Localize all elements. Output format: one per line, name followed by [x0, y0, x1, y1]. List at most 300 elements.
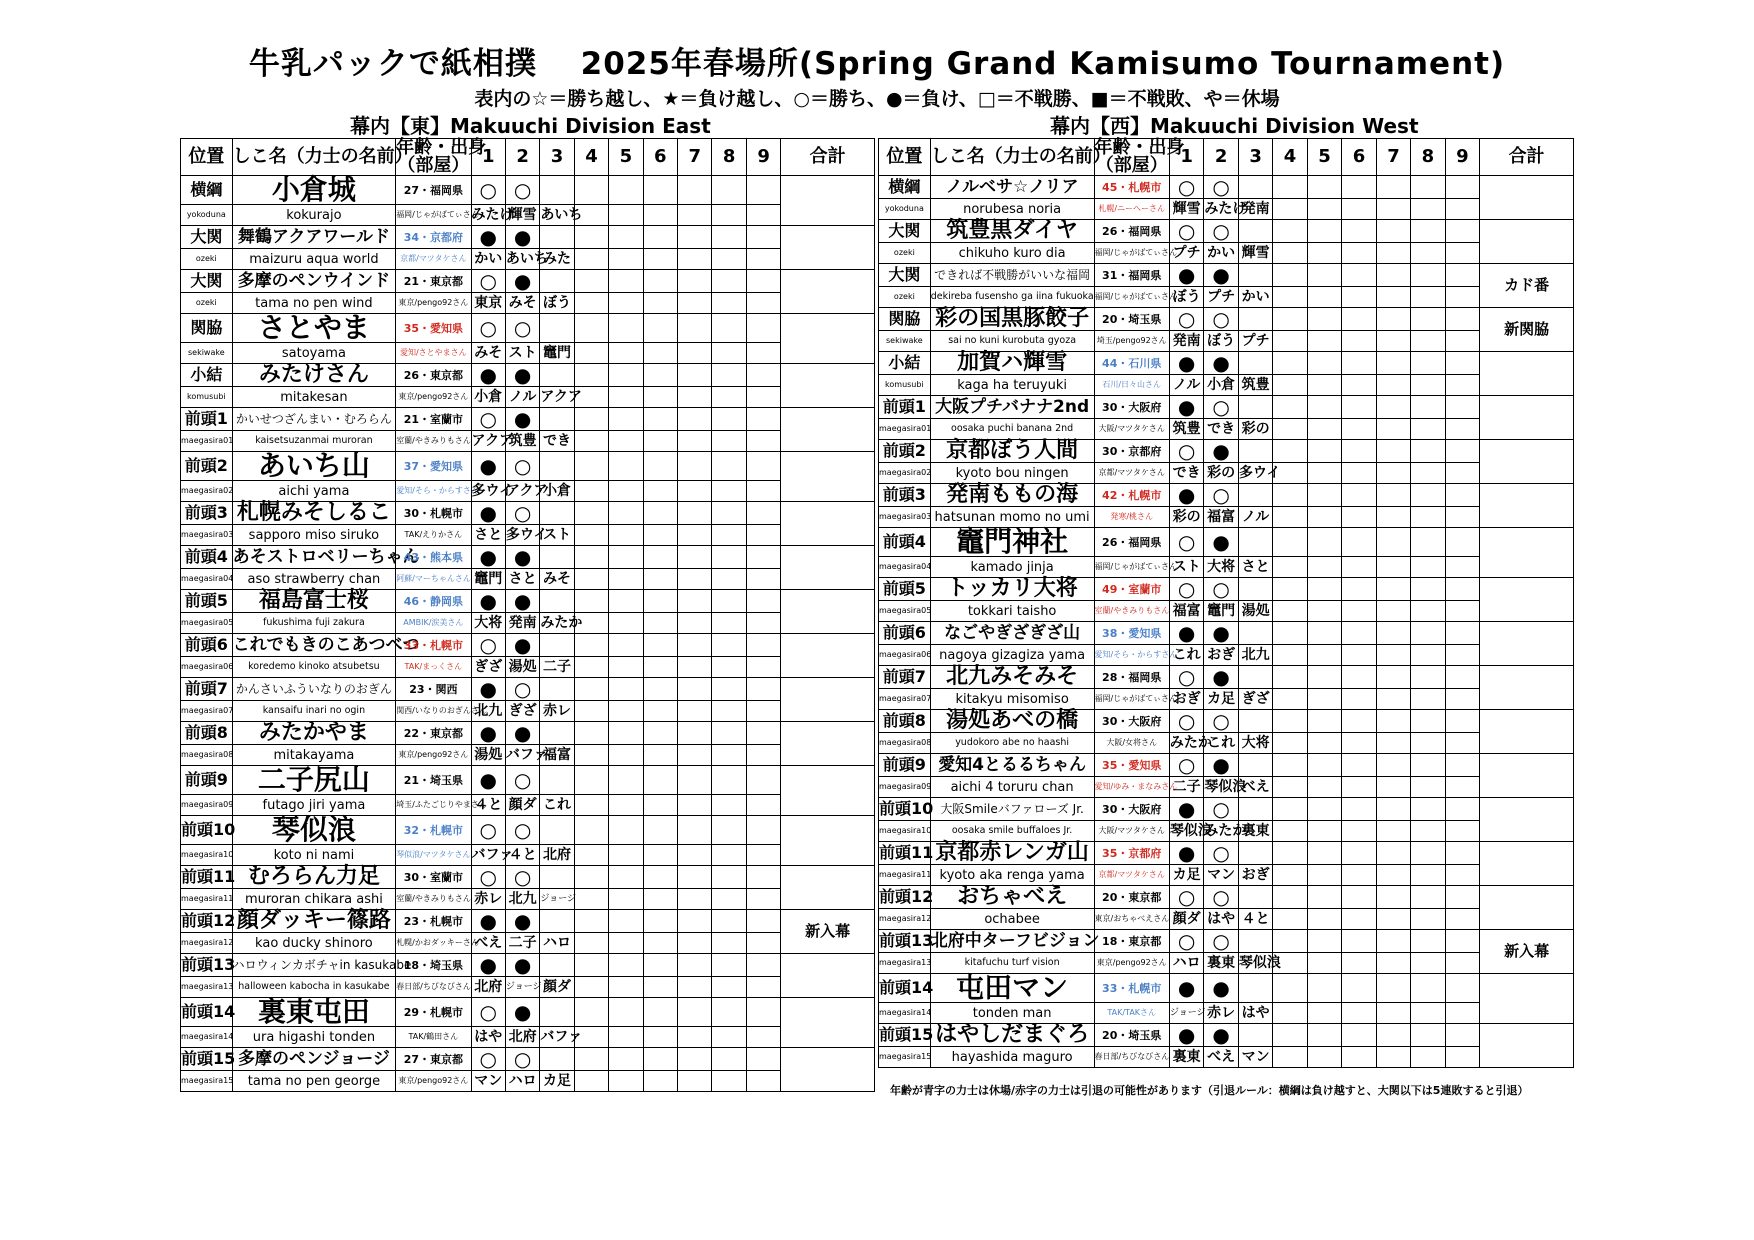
result-day-5 [1307, 930, 1341, 953]
total-cell [781, 270, 875, 314]
result-day-2: ○ [505, 766, 539, 795]
shikona-romaji-cell: yudokoro abe no haashi [930, 733, 1094, 754]
age-origin-cell: 35・愛知県 [1094, 754, 1169, 777]
result-day-9 [1445, 528, 1479, 557]
total-cell [1480, 886, 1574, 930]
result-day-5 [609, 954, 643, 977]
rank-cell: 前頭8 [879, 710, 931, 733]
result-day-7 [1376, 396, 1410, 419]
result-day-2: ● [1204, 264, 1238, 287]
opponent-day-7 [678, 977, 712, 998]
opponent-day-3: ジョージ [540, 889, 574, 910]
result-day-9 [746, 816, 780, 845]
opponent-day-8 [712, 795, 746, 816]
header-day-5: 5 [609, 139, 643, 176]
total-cell [781, 634, 875, 678]
opponent-day-5 [1307, 1047, 1341, 1068]
result-day-9 [1445, 396, 1479, 419]
result-day-7 [678, 176, 712, 205]
result-day-8 [712, 546, 746, 569]
opponent-day-5 [609, 845, 643, 866]
header-day-7: 7 [1376, 139, 1410, 176]
stable-cell: AMBIK/涙美さん [396, 613, 471, 634]
opponent-day-5 [1307, 419, 1341, 440]
total-cell: 新入幕 [781, 910, 875, 954]
opponent-day-6 [1342, 689, 1376, 710]
result-day-4 [1273, 578, 1307, 601]
opponent-day-1: ぼう [1169, 287, 1203, 308]
shikona-romaji-cell: kitafuchu turf vision [930, 953, 1094, 974]
stable-cell: 東京/pengo92さん [396, 1071, 471, 1092]
result-day-2: ○ [1204, 710, 1238, 733]
wrestler-row-lower [181, 1071, 875, 1092]
shikona-romaji-cell: muroran chikara ashi [232, 889, 396, 910]
opponent-day-3: ハロ [540, 933, 574, 954]
rank-cell: 大関 [879, 264, 931, 287]
opponent-day-7 [678, 613, 712, 634]
opponent-day-6 [643, 249, 677, 270]
result-day-9 [1445, 578, 1479, 601]
result-day-2: ● [505, 954, 539, 977]
wrestler-row [181, 314, 875, 343]
shikona-cell: 裏東屯田 [232, 998, 396, 1027]
opponent-day-5 [609, 745, 643, 766]
result-day-3 [540, 816, 574, 845]
result-day-5 [609, 408, 643, 431]
wrestler-row-lower [879, 199, 1574, 220]
shikona-cell: 多摩のペンウインド [232, 270, 396, 293]
result-day-5 [1307, 484, 1341, 507]
shikona-romaji-cell: dekireba fusensho ga iina fukuoka [930, 287, 1094, 308]
opponent-day-7 [1376, 287, 1410, 308]
result-day-7 [1376, 842, 1410, 865]
stable-cell: TAK/TAKさん [1094, 1003, 1169, 1024]
result-day-5 [1307, 798, 1341, 821]
header-stable-label: （部屋） [1095, 155, 1168, 176]
result-day-1: ○ [471, 634, 505, 657]
header-age-origin [1094, 137, 1185, 176]
opponent-day-7 [678, 657, 712, 678]
header-day-8: 8 [1411, 139, 1445, 176]
wrestler-row [181, 364, 875, 387]
result-day-6 [1342, 440, 1376, 463]
rank-cell: 前頭3 [181, 502, 233, 525]
result-day-2: ● [1204, 1024, 1238, 1047]
total-cell [781, 1048, 875, 1092]
result-day-7 [1376, 528, 1410, 557]
wrestler-row [181, 866, 875, 889]
opponent-day-8 [1411, 287, 1445, 308]
age-origin-cell: 30・大阪府 [1094, 710, 1169, 733]
result-day-9 [1445, 842, 1479, 865]
opponent-day-6 [1342, 1047, 1376, 1068]
shikona-cell: 筑豊黒ダイヤ [930, 220, 1094, 243]
shikona-romaji-cell: kokurajo [232, 205, 396, 226]
wrestler-row [879, 352, 1574, 375]
opponent-day-2: あいち [505, 249, 539, 270]
opponent-day-8 [1411, 557, 1445, 578]
shikona-cell: みたかやま [232, 722, 396, 745]
stable-cell: 札幌/かおダッキーさん [396, 933, 471, 954]
opponent-day-5 [1307, 645, 1341, 666]
header-day-2: 2 [1204, 139, 1238, 176]
opponent-day-2: 彩の [1204, 463, 1238, 484]
total-cell [1480, 1024, 1574, 1068]
result-day-9 [746, 954, 780, 977]
opponent-day-6 [643, 933, 677, 954]
opponent-day-1: バファ [471, 845, 505, 866]
total-cell [781, 408, 875, 452]
shikona-cell: 小倉城 [232, 176, 396, 205]
result-day-9 [746, 546, 780, 569]
result-day-6 [1342, 484, 1376, 507]
opponent-day-8 [1411, 777, 1445, 798]
result-day-5 [1307, 220, 1341, 243]
opponent-day-8 [1411, 953, 1445, 974]
result-day-3 [1238, 842, 1272, 865]
opponent-day-3: みそ [540, 569, 574, 590]
opponent-day-6 [1342, 865, 1376, 886]
stable-cell: 愛知/ゆみ・まなみさん [1094, 777, 1169, 798]
rank-cell: 前頭1 [879, 396, 931, 419]
stable-cell: TAK/鶴田さん [396, 1027, 471, 1048]
opponent-day-6 [1342, 645, 1376, 666]
age-origin-cell: 18・埼玉県 [396, 954, 471, 977]
opponent-day-2: 裏東 [1204, 953, 1238, 974]
result-day-7 [1376, 710, 1410, 733]
opponent-day-8 [1411, 689, 1445, 710]
rank-romaji-cell: yokoduna [181, 205, 233, 226]
shikona-romaji-cell: kansaifu inari no ogin [232, 701, 396, 722]
opponent-day-8 [712, 1071, 746, 1092]
total-cell [1480, 396, 1574, 440]
opponent-day-7 [1376, 865, 1410, 886]
opponent-day-3: べえ [1238, 777, 1272, 798]
shikona-romaji-cell: kaga ha teruyuki [930, 375, 1094, 396]
total-cell [781, 954, 875, 998]
rank-cell: 大関 [181, 270, 233, 293]
header-total: 合計 [781, 139, 875, 176]
result-day-4 [1273, 930, 1307, 953]
opponent-day-3: プチ [1238, 331, 1272, 352]
rank-romaji-cell: maegasira14 [879, 1003, 931, 1024]
age-origin-cell: 37・愛知県 [396, 452, 471, 481]
opponent-day-2: 輝雪 [505, 205, 539, 226]
header-age-label: 年齢・出身 [396, 137, 487, 158]
result-day-2: ○ [1204, 578, 1238, 601]
wrestler-row [879, 440, 1574, 463]
opponent-day-5 [609, 1071, 643, 1092]
shikona-cell: これでもきのこあつべつ [232, 634, 420, 655]
result-day-3 [540, 766, 574, 795]
age-origin-cell: 32・札幌市 [396, 816, 471, 845]
opponent-day-5 [1307, 777, 1341, 798]
result-day-8 [712, 766, 746, 795]
stable-cell: 福岡/じゃがばてぃさん [1094, 557, 1169, 578]
opponent-day-7 [1376, 645, 1410, 666]
opponent-day-7 [1376, 463, 1410, 484]
stable-cell: 琴似浪/マツタケさん [396, 845, 471, 866]
opponent-day-7 [678, 933, 712, 954]
shikona-cell: さとやま [232, 314, 396, 343]
result-day-1: ● [1169, 622, 1203, 645]
result-day-3 [1238, 974, 1272, 1003]
opponent-day-4 [574, 249, 608, 270]
header-row [879, 139, 1574, 176]
opponent-day-9 [746, 431, 780, 452]
result-day-7 [678, 722, 712, 745]
opponent-day-4 [574, 657, 608, 678]
result-day-4 [1273, 666, 1307, 689]
result-day-2: ○ [505, 176, 539, 205]
header-row [181, 139, 875, 176]
shikona-cell: かいせつざんまい・むろらん [232, 408, 396, 431]
age-origin-cell: 45・札幌市 [1094, 176, 1169, 199]
header-position: 位置 [181, 139, 233, 176]
result-day-6 [1342, 798, 1376, 821]
result-day-3 [1238, 666, 1272, 689]
opponent-day-4 [1273, 243, 1307, 264]
opponent-day-5 [609, 569, 643, 590]
opponent-day-5 [609, 613, 643, 634]
opponent-day-9 [746, 795, 780, 816]
wrestler-row [181, 502, 875, 525]
result-day-3 [540, 998, 574, 1027]
rank-romaji-cell: maegasira01 [181, 431, 233, 452]
result-day-7 [678, 502, 712, 525]
header-stable-label: （部屋） [397, 155, 470, 176]
result-day-2: ● [505, 910, 539, 933]
opponent-day-3: ぎざ [1238, 689, 1272, 710]
total-cell [1480, 754, 1574, 798]
opponent-day-7 [678, 701, 712, 722]
result-day-4 [574, 866, 608, 889]
result-day-6 [643, 1048, 677, 1071]
result-day-4 [574, 998, 608, 1027]
shikona-cell: 琴似浪 [232, 816, 396, 845]
opponent-day-5 [609, 701, 643, 722]
opponent-day-4 [574, 701, 608, 722]
rank-cell: 前頭12 [181, 910, 233, 933]
opponent-day-9 [746, 657, 780, 678]
result-day-5 [1307, 622, 1341, 645]
opponent-day-1: 東京 [471, 293, 505, 314]
result-day-3 [1238, 930, 1272, 953]
opponent-day-7 [678, 845, 712, 866]
wrestler-row [879, 578, 1574, 601]
stable-cell: 愛知/さとやまさん [396, 343, 471, 364]
opponent-day-4 [1273, 557, 1307, 578]
result-day-6 [1342, 396, 1376, 419]
opponent-day-1: 輝雪 [1169, 199, 1203, 220]
rank-cell: 大関 [181, 226, 233, 249]
age-origin-cell: 26・福岡県 [1094, 220, 1169, 243]
rank-romaji-cell: maegasira02 [879, 463, 931, 484]
opponent-day-5 [1307, 689, 1341, 710]
total-cell [1480, 666, 1574, 710]
wrestler-row [879, 754, 1574, 777]
opponent-day-1: 北府 [471, 977, 505, 998]
result-day-4 [574, 910, 608, 933]
opponent-day-1: プチ [1169, 243, 1203, 264]
opponent-day-5 [1307, 507, 1341, 528]
age-origin-cell: 27・東京都 [396, 1048, 471, 1071]
wrestler-row [879, 930, 1574, 953]
opponent-day-3: 裏東 [1238, 821, 1272, 842]
shikona-romaji-cell: tonden man [930, 1003, 1094, 1024]
opponent-day-1: 小倉 [471, 387, 505, 408]
stable-cell: 関西/いなりのおぎんさん [396, 701, 471, 722]
result-day-6 [1342, 622, 1376, 645]
result-day-5 [609, 766, 643, 795]
header-day-1: 1 [1169, 139, 1203, 176]
header-day-9: 9 [1445, 139, 1479, 176]
opponent-day-8 [712, 933, 746, 954]
result-day-9 [746, 998, 780, 1027]
result-day-1: ○ [1169, 440, 1203, 463]
result-day-2: ● [505, 546, 539, 569]
result-day-4 [574, 816, 608, 845]
age-origin-cell: 30・大阪府 [1094, 396, 1169, 419]
shikona-romaji-cell: kyoto bou ningen [930, 463, 1094, 484]
opponent-day-1: カ足 [1169, 865, 1203, 886]
result-day-1: ● [1169, 1024, 1203, 1047]
wrestler-row [181, 634, 875, 657]
opponent-day-3: ４と [1238, 909, 1272, 930]
opponent-day-1: おぎ [1169, 689, 1203, 710]
opponent-day-1: みたか [1169, 733, 1203, 754]
shikona-cell: 京都赤レンガ山 [930, 842, 1094, 865]
opponent-day-1: みそ [471, 343, 505, 364]
result-day-6 [643, 866, 677, 889]
rank-romaji-cell: maegasira10 [879, 821, 931, 842]
wrestler-row-lower [181, 525, 875, 546]
age-origin-cell: 23・関西 [396, 678, 471, 701]
opponent-day-3: 北九 [1238, 645, 1272, 666]
opponent-day-3: でき [540, 431, 574, 452]
result-day-2: ○ [1204, 930, 1238, 953]
opponent-day-4 [1273, 199, 1307, 220]
opponent-day-6 [1342, 1003, 1376, 1024]
opponent-day-2: さと [505, 569, 539, 590]
result-day-8 [1411, 930, 1445, 953]
opponent-day-6 [1342, 909, 1376, 930]
age-origin-cell: 21・埼玉県 [396, 766, 471, 795]
shikona-cell: ハロウィンカボチャin kasukabe [232, 954, 396, 977]
opponent-day-4 [574, 343, 608, 364]
total-cell [1480, 974, 1574, 1024]
result-day-5 [609, 722, 643, 745]
opponent-day-7 [678, 525, 712, 546]
header-day-5: 5 [1307, 139, 1341, 176]
opponent-day-1: べえ [471, 933, 505, 954]
rank-cell: 前頭4 [181, 546, 233, 569]
opponent-day-2: ジョージ [505, 977, 539, 998]
result-day-3 [540, 954, 574, 977]
rank-cell: 前頭5 [181, 590, 233, 613]
total-cell [1480, 176, 1574, 220]
result-day-7 [1376, 974, 1410, 1003]
result-day-2: ○ [505, 866, 539, 889]
stable-cell: 大阪/マツタケさん [1094, 419, 1169, 440]
opponent-day-6 [1342, 199, 1376, 220]
result-day-4 [574, 176, 608, 205]
result-day-3 [1238, 710, 1272, 733]
opponent-day-1: さと [471, 525, 505, 546]
opponent-day-6 [643, 481, 677, 502]
opponent-day-9 [746, 745, 780, 766]
rank-cell: 横綱 [181, 176, 233, 205]
result-day-2: ● [505, 590, 539, 613]
result-day-3 [540, 408, 574, 431]
opponent-day-3: スト [540, 525, 574, 546]
wrestler-row-lower [879, 419, 1574, 440]
opponent-day-9 [1445, 463, 1479, 484]
result-day-3 [1238, 886, 1272, 909]
opponent-day-9 [1445, 419, 1479, 440]
wrestler-row [181, 1048, 875, 1071]
shikona-cell: 顔ダッキー篠路 [232, 910, 396, 933]
result-day-8 [1411, 798, 1445, 821]
opponent-day-6 [643, 387, 677, 408]
result-day-3 [1238, 308, 1272, 331]
rank-cell: 前頭13 [879, 930, 931, 953]
opponent-day-6 [643, 205, 677, 226]
shikona-cell: 北府中ターフビジョン [930, 930, 1100, 951]
result-day-6 [1342, 352, 1376, 375]
header-day-7: 7 [678, 139, 712, 176]
stable-cell: 京都/マツタケさん [396, 249, 471, 270]
shikona-cell: むろらん力足 [232, 866, 396, 889]
result-day-8 [712, 502, 746, 525]
wrestler-row-lower [181, 249, 875, 270]
rank-cell: 前頭11 [181, 866, 233, 889]
age-origin-cell: 44・石川県 [1094, 352, 1169, 375]
age-origin-cell: 27・福岡県 [396, 176, 471, 205]
opponent-day-8 [712, 613, 746, 634]
result-day-1: ○ [1169, 930, 1203, 953]
result-day-1: ○ [471, 1048, 505, 1071]
header-day-1: 1 [471, 139, 505, 176]
result-day-1: ● [471, 722, 505, 745]
opponent-day-9 [1445, 821, 1479, 842]
opponent-day-4 [1273, 507, 1307, 528]
result-day-8 [712, 314, 746, 343]
opponent-day-7 [1376, 953, 1410, 974]
opponent-day-5 [1307, 463, 1341, 484]
shikona-romaji-cell: ura higashi tonden [232, 1027, 396, 1048]
opponent-day-9 [746, 889, 780, 910]
rank-romaji-cell: maegasira12 [181, 933, 233, 954]
result-day-9 [746, 866, 780, 889]
wrestler-row [879, 220, 1574, 243]
header-day-4: 4 [574, 139, 608, 176]
wrestler-row [181, 176, 875, 205]
age-origin-cell: 34・京都府 [396, 226, 471, 249]
age-origin-cell: 46・静岡県 [396, 590, 471, 613]
shikona-romaji-cell: ochabee [930, 909, 1094, 930]
shikona-romaji-cell: aichi yama [232, 481, 396, 502]
shikona-romaji-cell: koredemo kinoko atsubetsu [232, 657, 396, 678]
result-day-3 [540, 1048, 574, 1071]
result-day-5 [609, 910, 643, 933]
opponent-day-5 [1307, 557, 1341, 578]
shikona-romaji-cell: tama no pen george [232, 1071, 396, 1092]
opponent-day-7 [678, 293, 712, 314]
shikona-cell: トッカリ大将 [930, 578, 1094, 601]
result-day-1: ● [471, 226, 505, 249]
opponent-day-2: 筑豊 [505, 431, 539, 452]
